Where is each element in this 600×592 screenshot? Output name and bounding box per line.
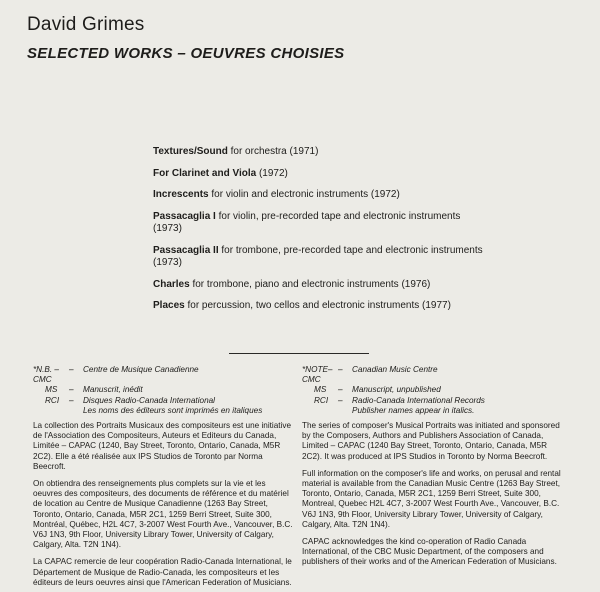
work-title: Textures/Sound [153, 146, 228, 157]
paragraph: CAPAC acknowledges the kind co-operation of Radio Canada International, of the CBC Music Department, of the composers and publishers of their works and of the American Federation of Musicians. [302, 537, 557, 567]
paragraph: La collection des Portraits Musicaux des compositeurs est une initiative de l'Association des Compositeurs, Auteurs et Editeurs du Canada, Limitée – CAPAC (1240, Bay Street, Toronto, Ontario, Canada, M5R 2C2). Elle a été réalisée aux IPS Studios de Toronto par Norma Beecroft. [33, 421, 292, 471]
french-notes [33, 365, 295, 588]
paragraph: The series of composer's Musical Portraits was initiated and sponsored by the Composers, Authors and Publishers Association of Canada, Limited – CAPAC (1240 Bay Street, Toronto, Ontario, Canada, M5R 2C2). It was produced at IPS Studios in Toronto by Norma Beecroft. [302, 421, 560, 461]
abbr-note: Publisher names appear in italics. [352, 405, 475, 415]
work-title: Passacaglia I [153, 210, 216, 222]
work-title: Increscents [153, 189, 209, 200]
abbreviation-list [33, 365, 295, 416]
abbr-value: Centre de Musique Canadienne [83, 365, 199, 374]
work-title: Places [153, 300, 185, 311]
works-list [153, 146, 483, 322]
composer-name: David Grimes [27, 14, 145, 35]
abbr-sep: – [69, 385, 74, 395]
abbr-key: RCI [314, 395, 329, 405]
abbr-value: Canadian Music Centre [352, 365, 438, 374]
paragraph: La CAPAC remercie de leur coopération Radio-Canada International, le Département de Musique de Radio-Canada, les compositeurs et les éditeurs de leurs oeuvres ainsi que l'American Federation of Musicians. [33, 557, 292, 587]
abbr-sep: – [338, 385, 343, 395]
abbr-sep: – [338, 365, 343, 374]
abbr-value: Manuscript, unpublished [352, 385, 441, 395]
abbr-sep: – [338, 395, 343, 405]
work-item [153, 279, 483, 292]
work-item [153, 300, 483, 313]
work-description: for percussion, two cellos and electronic instruments (1977) [184, 300, 451, 311]
abbr-key: *N.B. – CMC [33, 365, 59, 385]
paragraph: Full information on the composer's life and works, on perusal and rental material is available from the Canadian Music Centre (1263 Bay Street, Toronto, Ontario, Canada, M5R 2C1, 1259 Berri Street, Suite 300, Montreal, Quebec H2L 4C7, 3-2007 West Fourth Ave., Vancouver, B.C. V6J 1N3, 9th Floor, University Library Tower, University of Calgary, Calgary, Alta. T2N 1N4). [302, 468, 561, 529]
abbr-key: MS [314, 385, 327, 395]
abbr-key: RCI [45, 395, 60, 405]
abbr-note: Les noms des éditeurs sont imprimés en italiques [83, 405, 263, 415]
work-description: for trombone, pre-recorded tape and electronic instruments (1973) [153, 244, 483, 268]
work-title: Charles [153, 278, 190, 290]
abbr-sep: – [69, 395, 74, 405]
work-item [153, 168, 483, 181]
abbr-value: Radio-Canada International Records [352, 395, 485, 405]
work-description: for trombone, piano and electronic instruments (1976) [189, 278, 431, 290]
work-description: for violin and electronic instruments (1972) [208, 189, 400, 200]
abbreviation-list [302, 365, 564, 416]
work-item [153, 146, 483, 159]
section-divider [229, 353, 369, 354]
work-item [153, 189, 483, 202]
abbr-sep: – [69, 365, 74, 374]
abbr-value: Disques Radio-Canada International [83, 395, 215, 405]
work-title: Passacaglia II [153, 244, 219, 256]
abbr-key: *NOTE– CMC [302, 365, 333, 385]
work-description: for orchestra (1971) [227, 146, 319, 157]
abbr-key: MS [45, 385, 58, 395]
album-subtitle: SELECTED WORKS – OEUVRES CHOISIES [27, 45, 345, 62]
paragraph: On obtiendra des renseignements plus complets sur la vie et les oeuvres des compositeurs, des documents de référence et du matériel de location au Centre de Musique Canadienne (1263 Bay Street, Toronto, Ontario, Canada, M5R 2C1, 1259 Berri Street, Suite 300, Montréal, Québec, H2L 4C7, 3-2007 West Fourth Ave., Vancouver, B.C. V6J 1N3, 9th Floor, University Library Tower, University of Calgary, Calgary, Alta. T2N 1N4). [33, 479, 293, 550]
work-item [153, 245, 483, 270]
english-notes [302, 365, 564, 568]
work-title: For Clarinet and Viola [153, 167, 257, 179]
work-description: for violin, pre-recorded tape and electronic instruments (1973) [153, 210, 461, 234]
work-item [153, 211, 483, 236]
abbr-value: Manuscrit, inédit [83, 385, 143, 395]
work-description: (1972) [256, 167, 288, 179]
